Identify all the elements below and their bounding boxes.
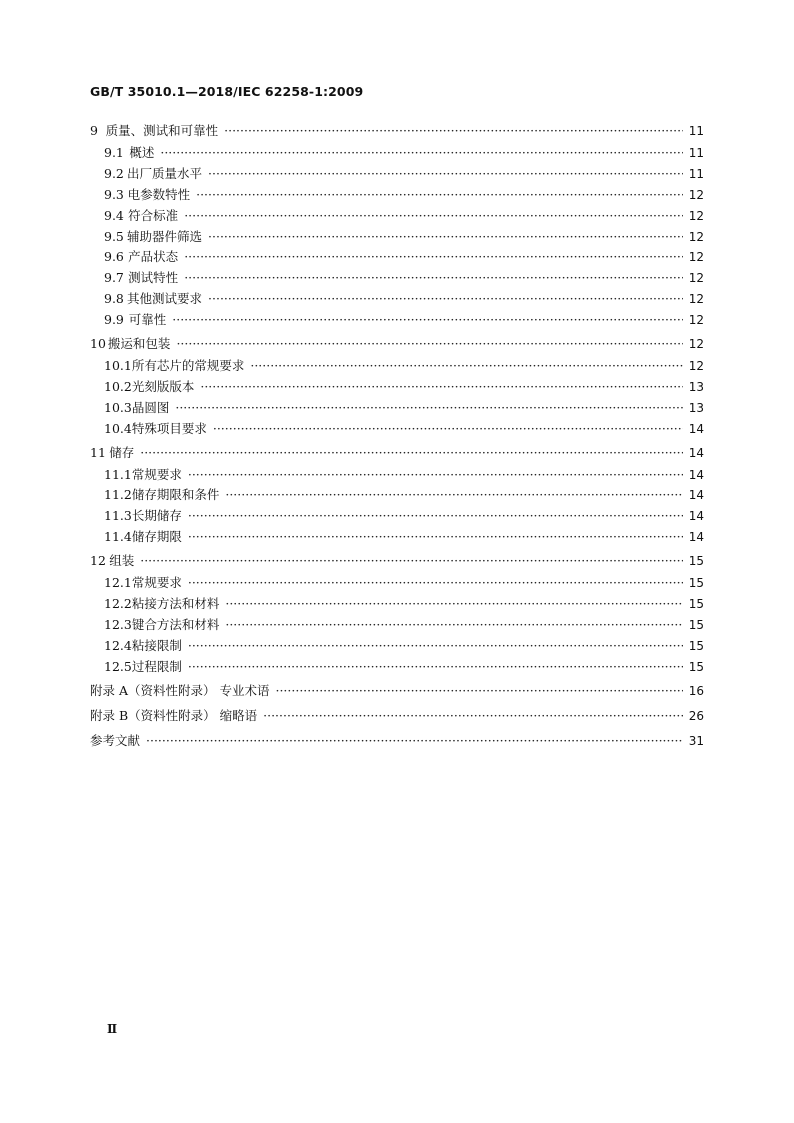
toc-leader-dots [200,377,682,398]
toc-leader-dots [188,573,683,594]
toc-entry-page: 11 [688,124,704,138]
toc-leader-dots [250,356,682,377]
toc-entry-number: 12.3 [104,616,132,632]
toc-entry[interactable] [90,548,704,573]
toc-leader-dots [184,268,683,289]
toc-entry-page: 31 [688,733,704,748]
toc-entry-number: 10.1 [104,358,132,374]
toc-leader-dots [188,527,683,548]
toc-entry[interactable] [90,331,704,356]
toc-entry-number: 12.1 [104,575,132,591]
toc-entry-title: 晶圆图 [131,399,170,415]
toc-entry-page: 15 [688,617,704,632]
toc-entry-number: 11 [90,444,106,460]
toc-entry-page: 14 [688,509,704,524]
toc-leader-dots [263,703,683,728]
toc-entry-title: 长期储存 [131,508,182,524]
toc-leader-dots [225,485,682,506]
toc-entry-page: 14 [688,421,704,436]
toc-entry[interactable] [90,419,704,440]
toc-entry-title: 常规要求 [131,466,182,482]
toc-entry-number: 11.2 [104,487,132,503]
toc-leader-dots [208,164,683,185]
toc-entry-title: 符合标准 [128,207,179,223]
toc-entry[interactable] [90,657,704,678]
toc-entry-title: 搬运和包装 [107,336,171,352]
toc-entry-number: 12.5 [104,658,132,674]
toc-entry-number: 9 [90,123,98,138]
toc-leader-dots [160,143,682,164]
toc-entry-title: 储存期限 [131,529,182,545]
toc-leader-dots [140,548,683,573]
toc-entry-title: 粘接限制 [131,637,182,653]
toc-leader-dots [225,594,682,615]
toc-entry-title: 辅助器件筛选 [127,228,203,244]
toc-entry-number: 9.3 [104,186,124,202]
toc-leader-dots [140,440,683,465]
toc-entry-page: 12 [688,208,704,223]
toc-leader-dots [146,728,683,753]
toc-entry-page: 12 [688,313,704,328]
toc-entry-title: 质量、测试和可靠性 [105,123,219,138]
toc-leader-dots [196,185,683,206]
toc-entry-title: 粘接方法和材料 [131,596,220,612]
toc-leader-dots [184,206,683,227]
toc-entry[interactable] [90,506,704,527]
toc-entry[interactable] [90,118,704,143]
toc-entry-page: 15 [688,554,704,569]
toc-leader-dots [213,419,683,440]
toc-entry-page: 12 [688,187,704,202]
toc-entry-page: 12 [688,271,704,286]
toc-entry-page: 13 [688,400,704,415]
toc-entry[interactable] [90,268,704,289]
toc-entry-number: 11.4 [104,529,132,545]
toc-entry-page: 11 [688,146,704,160]
toc-entry-page: 15 [688,597,704,612]
toc-entry[interactable] [90,356,704,377]
toc-leader-dots [184,247,683,268]
toc-entry-title: 光刻版版本 [131,378,195,394]
toc-entry[interactable] [90,398,704,419]
toc-entry-title: 附录 B（资料性附录） 缩略语 [90,707,258,723]
toc-leader-dots [275,678,682,703]
toc-entry-page: 12 [688,359,704,374]
toc-leader-dots [176,331,682,356]
toc-entry[interactable] [90,728,704,753]
toc-entry-number: 10.2 [104,378,132,394]
toc-entry[interactable] [90,227,704,248]
toc-entry[interactable] [90,289,704,310]
toc-entry-title: 电参数特性 [127,186,191,202]
toc-entry[interactable] [90,465,704,486]
toc-entry-page: 12 [688,229,704,244]
toc-leader-dots [172,310,682,331]
toc-entry[interactable] [90,594,704,615]
toc-entry-number: 12 [90,553,106,569]
toc-entry-number: 9.9 [104,312,124,328]
standard-code-header: GB/T 35010.1—2018/IEC 62258-1:2009 [90,84,364,99]
toc-entry-number: 9.6 [104,249,124,265]
toc-entry-title: 测试特性 [128,270,179,286]
toc-leader-dots [188,465,683,486]
toc-leader-dots [188,657,683,678]
toc-entry-page: 12 [688,250,704,265]
toc-entry-page: 14 [688,467,704,482]
toc-entry-page: 16 [688,683,704,698]
toc-entry-number: 9.4 [104,207,124,223]
toc-leader-dots [175,398,682,419]
table-of-contents [90,118,704,753]
toc-entry-number: 12.4 [104,637,132,653]
toc-entry[interactable] [90,485,704,506]
toc-entry-page: 15 [688,659,704,674]
toc-entry[interactable] [90,440,704,465]
toc-entry-number: 11.1 [104,466,132,482]
toc-entry-page: 15 [688,576,704,591]
toc-entry[interactable] [90,164,704,185]
toc-entry-title: 储存 [109,444,135,460]
page-number: Ⅱ [107,1022,118,1036]
toc-entry[interactable] [90,247,704,268]
toc-entry-title: 特殊项目要求 [131,420,207,436]
toc-entry-number: 9.2 [104,165,124,181]
toc-entry-title: 键合方法和材料 [131,616,220,632]
toc-entry-title: 附录 A（资料性附录） 专业术语 [90,682,270,698]
toc-entry[interactable] [90,143,704,164]
toc-entry-title: 产品状态 [128,249,179,265]
toc-entry-page: 26 [688,708,704,723]
toc-entry-title: 储存期限和条件 [131,487,220,503]
toc-entry[interactable] [90,310,704,331]
toc-entry[interactable] [90,615,704,636]
toc-entry-page: 12 [688,337,704,352]
toc-leader-dots [224,118,683,143]
toc-entry-title: 可靠性 [128,312,167,328]
toc-entry-number: 9.5 [104,228,124,244]
toc-entry-title: 参考文献 [90,732,141,748]
toc-entry[interactable] [90,377,704,398]
toc-entry-number: 12.2 [104,596,132,612]
toc-leader-dots [208,227,683,248]
toc-entry[interactable] [90,678,704,703]
toc-entry[interactable] [90,573,704,594]
toc-entry-page: 14 [688,488,704,503]
toc-entry-number: 11.3 [104,508,132,524]
toc-entry-page: 14 [688,530,704,545]
toc-entry[interactable] [90,636,704,657]
toc-leader-dots [188,506,683,527]
toc-entry-number: 9.1 [104,145,124,160]
toc-entry-page: 11 [688,166,704,181]
toc-entry-number: 10.4 [104,420,132,436]
toc-entry[interactable] [90,527,704,548]
toc-entry-page: 15 [688,638,704,653]
toc-entry-title: 组装 [109,553,135,569]
toc-entry-number: 10.3 [104,399,132,415]
toc-entry-title: 其他测试要求 [127,291,203,307]
toc-entry-number: 9.8 [104,291,124,307]
toc-entry-page: 14 [688,445,704,460]
toc-entry[interactable] [90,206,704,227]
toc-entry-title: 常规要求 [131,575,182,591]
toc-leader-dots [188,636,683,657]
toc-entry-page: 12 [688,292,704,307]
toc-leader-dots [225,615,682,636]
toc-entry-title: 概述 [129,145,155,160]
toc-entry-page: 13 [688,379,704,394]
toc-entry[interactable] [90,185,704,206]
toc-entry-number: 9.7 [104,270,124,286]
toc-entry[interactable] [90,703,704,728]
toc-entry-title: 所有芯片的常规要求 [131,358,245,374]
toc-entry-number: 10 [90,336,106,352]
toc-entry-title: 过程限制 [131,658,182,674]
toc-entry-title: 出厂质量水平 [127,165,203,181]
toc-leader-dots [208,289,683,310]
